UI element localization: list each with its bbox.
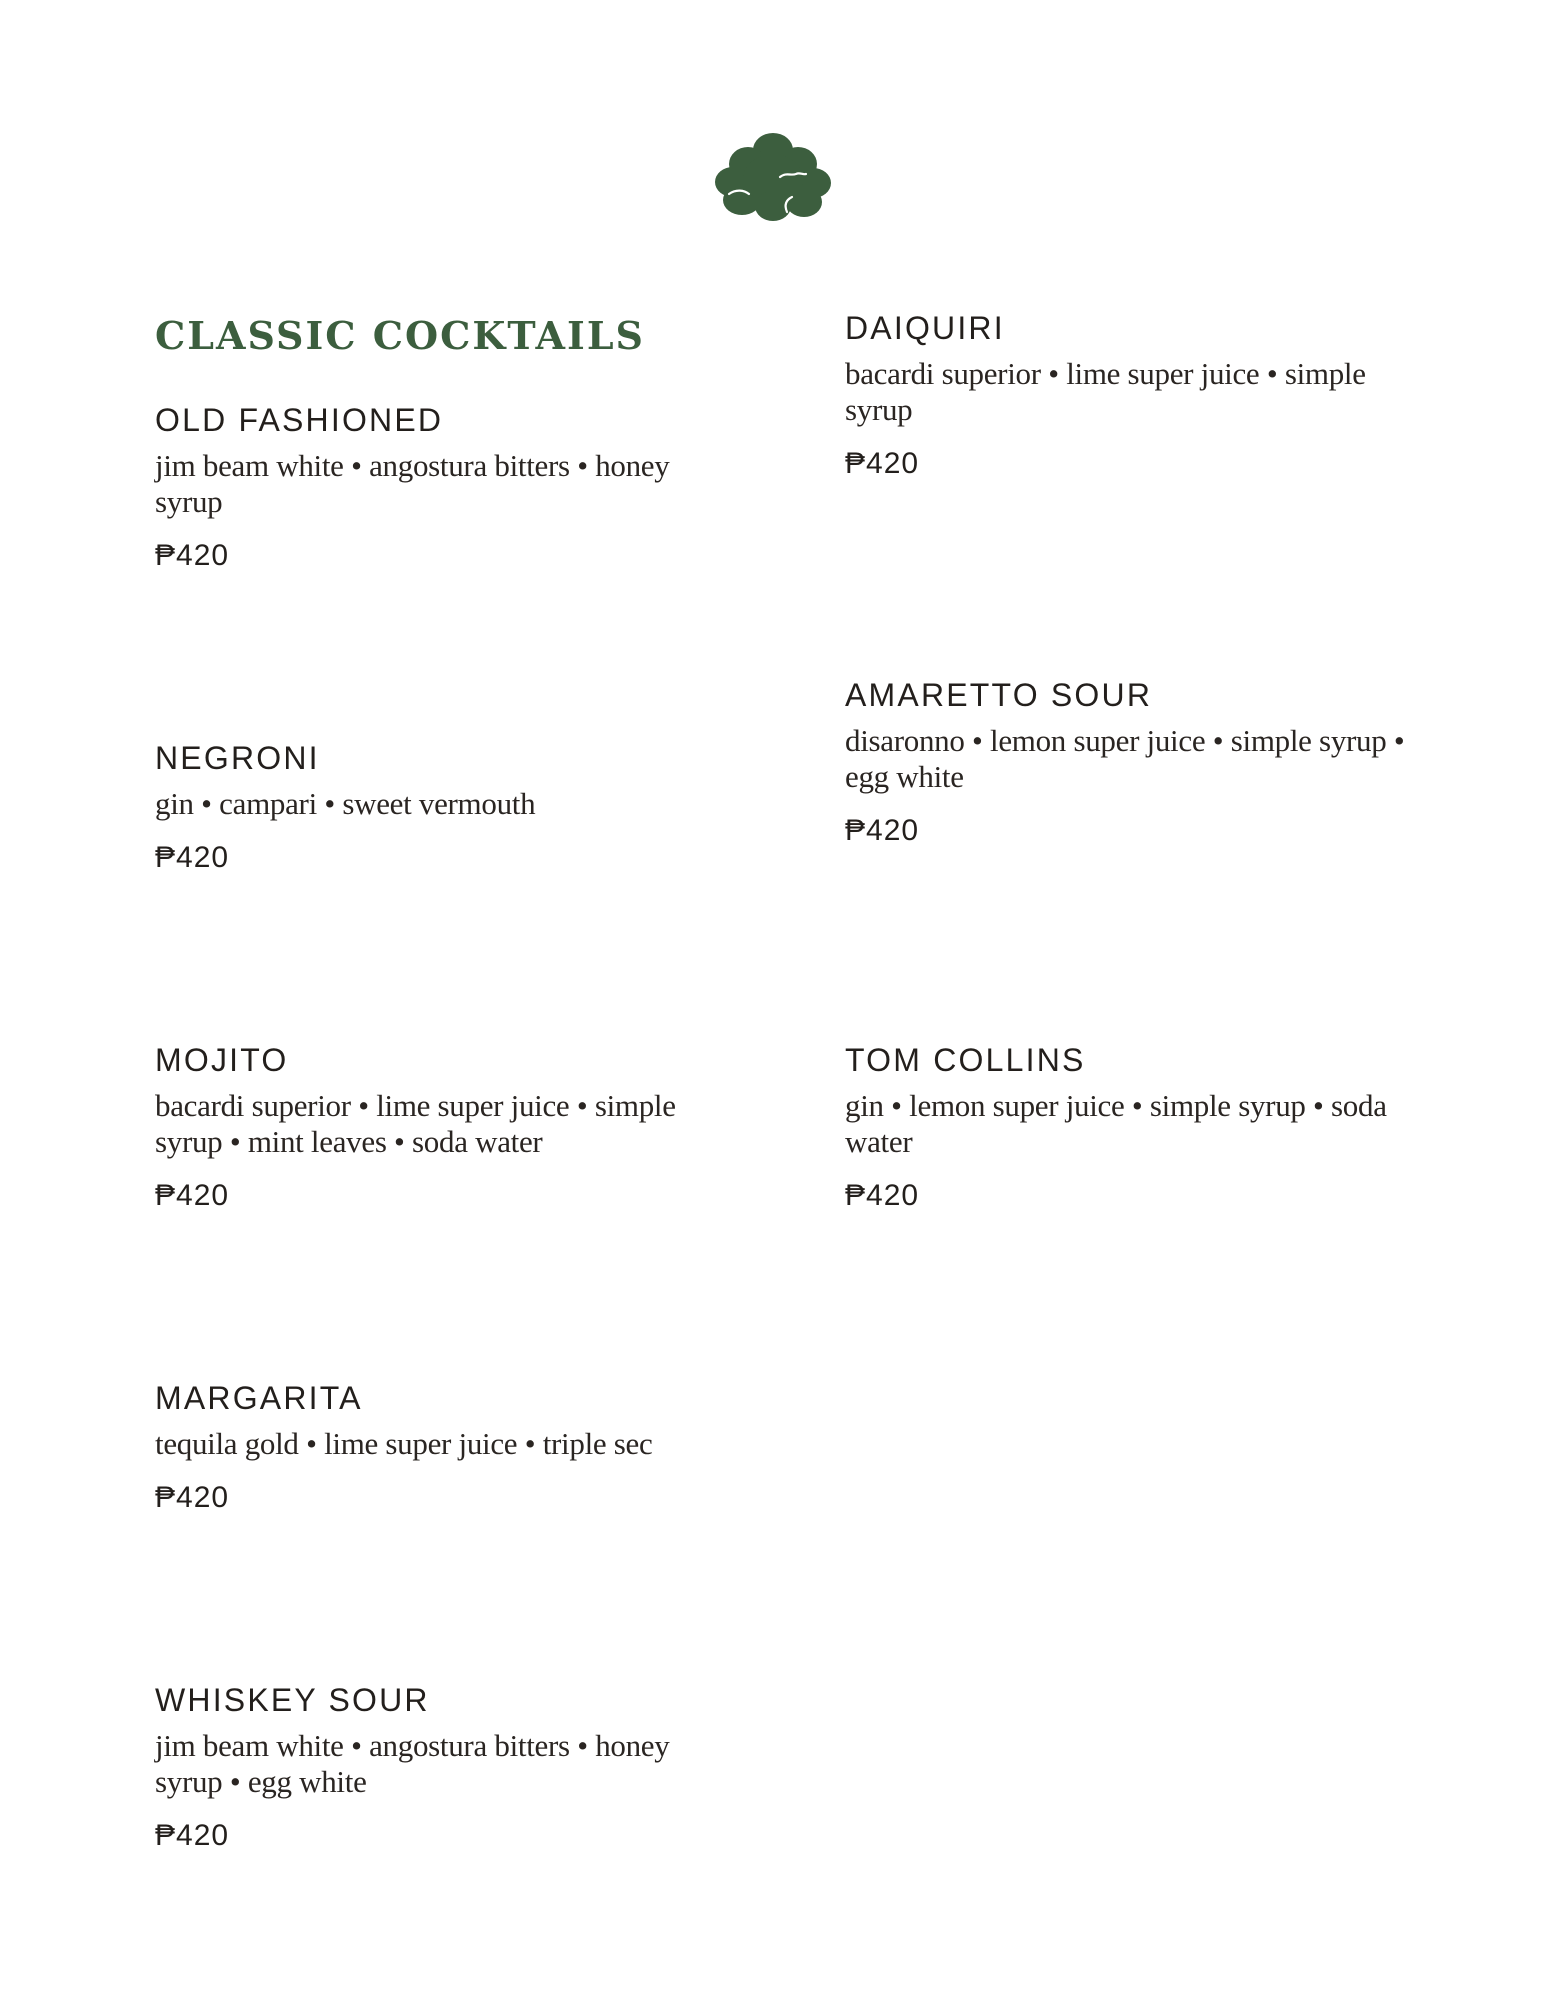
item-price: ₱420 — [155, 1481, 230, 1514]
item-price: ₱420 — [155, 841, 230, 874]
clover-cloud-logo-icon — [714, 130, 832, 222]
item-name: AMARETTO SOUR — [845, 677, 1153, 713]
menu-item-negroni — [155, 738, 715, 876]
item-description: disaronno • lemon super juice • simple syrup • egg white — [845, 723, 1405, 794]
item-price: ₱420 — [155, 1179, 230, 1212]
item-description: gin • campari • sweet vermouth — [155, 786, 536, 821]
item-name: TOM COLLINS — [845, 1042, 1086, 1078]
item-name: NEGRONI — [155, 740, 320, 776]
menu-item-mojito — [155, 1040, 715, 1214]
section-title: CLASSIC COCKTAILS — [155, 313, 645, 358]
menu-item-old-fashioned — [155, 400, 715, 574]
item-name: WHISKEY SOUR — [155, 1682, 430, 1718]
item-price: ₱420 — [845, 1179, 920, 1212]
menu-item-amaretto-sour — [845, 675, 1405, 849]
item-description: gin • lemon super juice • simple syrup • soda water — [845, 1088, 1387, 1159]
item-price: ₱420 — [845, 814, 920, 847]
menu-item-daiquiri — [845, 308, 1405, 482]
item-price: ₱420 — [845, 447, 920, 480]
item-name: MOJITO — [155, 1042, 289, 1078]
item-description: bacardi superior • lime super juice • simple syrup — [845, 356, 1366, 427]
item-description: jim beam white • angostura bitters • honey syrup — [155, 448, 670, 519]
item-name: DAIQUIRI — [845, 310, 1005, 346]
item-description: bacardi superior • lime super juice • simple syrup • mint leaves • soda water — [155, 1088, 676, 1159]
item-name: OLD FASHIONED — [155, 402, 444, 438]
item-description: jim beam white • angostura bitters • honey syrup • egg white — [155, 1728, 670, 1799]
item-name: MARGARITA — [155, 1380, 363, 1416]
menu-item-whiskey-sour — [155, 1680, 715, 1854]
item-description: tequila gold • lime super juice • triple sec — [155, 1426, 653, 1461]
item-price: ₱420 — [155, 539, 230, 572]
menu-item-margarita — [155, 1378, 715, 1516]
item-price: ₱420 — [155, 1819, 230, 1852]
menu-item-tom-collins — [845, 1040, 1405, 1214]
